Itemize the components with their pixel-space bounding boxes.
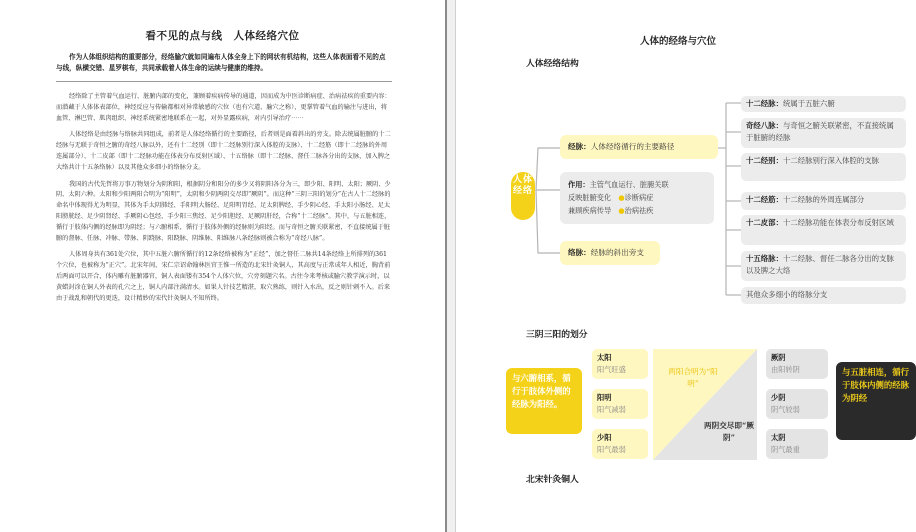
left-intro: 作为人体组织结构的重要部分，经络腧穴就如同遍布人体全身上下的网状有机结构，这些人体表面看不见的点与线，纵横交错、星罗棋布，共同承载着人体生命的运续与健康的维持。: [56, 53, 386, 72]
paragraph-3: 我国的古代先哲将万事万物划分为阴和阳，根据阴分和阳分的多少又将阴阳各分为三，即少阳、阳明、太阳；厥阴、少阴、太阴六种。太阳和少阳两阳合明为“阳明”，太阴和少阴两阴交尽即“厥阴”。而这种“三阴三阳的划分”在古人十二经脉的命名中体现得尤为明显，其体为手太阴肺经、手阳明大肠经、足阳明胃经、足太阴脾经、手少阴心经、手太阳小肠经、足太阳膀胱经、足少阴肾经、手厥阴心包经、手少阳三焦经、足少阳胆经、足厥阴肝经，合称“十二经脉”。其中，与五脏相连，循行于肢体内侧的经脉即为阴经；与六腑相系，循行于肢体外侧的经脉则为阳经。而与奇恒之腑关联紧密，不直接统属于脏腑的督脉、任脉、冲脉、带脉、阴跷脉、阳跷脉、阴维脉、阳维脉八条经脉则被合称为“奇经八脉”。: [56, 180, 391, 242]
branch-other-luomai: 其他众多细小的络脉分支: [741, 287, 906, 304]
mid-yang-text: 两阳合明为“阳明”: [668, 367, 718, 388]
node-jingmai: [560, 135, 718, 159]
yang-side-text: 与六腑相系，循行于肢体外侧的经脉为阳经。: [512, 373, 571, 409]
yin-side-box: [836, 362, 916, 440]
paragraph-4: 人体周身共有361处穴位，其中五脏六腑所循行的12条经络被称为“正经”，加之督任二脉共14条经络上所排列的361个穴位，也被称为“正穴”。北宋年间，宋仁宗诏命翰林医官王惟一所造的北宋针灸铜人，其高度与正常成年人相近，胸背前后两面可以开合，体内雕有脏腑器官，铜人表面镂有354个人体穴位，穴旁刻题穴名。古往今来考核或腧穴教学演示时，以黄蜡封涂在铜人外表的孔穴之上，铜人内部注满清水。如果人针技艺精湛，取穴熟练，则针入水出，反之则针刺不入。后来由于战乱和朝代的更迭，设计精妙的宋代针灸铜人不知所终。: [56, 251, 391, 302]
zuoyong-label: 作用：: [568, 180, 590, 189]
root-node-label: 人体经络: [512, 175, 533, 196]
paragraph-1: 经络除了主管着气血运行、脏腑内部的变化，兼顾着疾病传导的通道，因而成为中医诊断病症、治病祛疾的重要内容：而潜藏于人体体表部位，神经反应与传输都相对异常敏感的穴位（也有穴道、腧穴之称），更掌管着气血的输注与进出，将血管、淋巴管、肌肉组织、神经系统紧密地联系在一起，对外显露疾病，对内引导治疗⋯⋯: [56, 93, 391, 122]
branch-shier-jingbie: 十二经别：十二经脉别行深入体腔的支脉: [741, 153, 906, 181]
section-yin-yang: 三阴三阳的划分: [526, 330, 588, 340]
luomai-text: 经脉的斜出旁支: [590, 248, 644, 257]
yin-side-text: 与五脏相连，循行于肢体内侧的经脉为阴经: [842, 367, 909, 403]
left-page-title: 看不见的点与线 人体经络穴位: [145, 30, 300, 42]
paragraph-2: 人体经络是由经脉与络脉共同组成，前者是人体经络循行的主要路径，后者则是面着斜出的旁支。除去统属脏腑的十二经脉与无联于奇恒之腑的奇经八脉以外，还有十二经别（即十二经脉别行深入体腔的支脉）、十二经筋（即十二经脉的外周连属部分）、十二皮部（即十二经脉功能在体表分布反射区域）、十五络脉（即十二经脉、督任二脉各分出的支脉，加入脾之大络共计十五条络脉）以及其他众多细小的络脉分支。: [56, 131, 391, 171]
intro-divider: [56, 81, 392, 82]
yang-yangming: 阳明 阳气减弱: [592, 389, 648, 419]
zuoyong-item-2: 诊断病症: [624, 193, 654, 202]
branch-shier-jingmai: 十二经脉：统属于五脏六腑: [741, 96, 906, 112]
zuoyong-item-4: 治病祛疾: [624, 206, 654, 215]
yin-jueyin: 厥阴 由阳转阴: [766, 349, 828, 379]
left-page: [0, 0, 445, 532]
node-luomai: [560, 241, 660, 265]
node-zuoyong: 作用：主管气血运行、脏腑关联 反映脏腑变化 ●诊断病症 兼顾疾病传导 ●治病祛疾: [560, 172, 714, 224]
branch-shier-jingjin: 十二经筋：十二经脉的外周连属部分: [741, 192, 906, 210]
yin-taiyin: 太阴 阴气最重: [766, 429, 828, 459]
jingmai-label: 经脉：: [568, 142, 591, 151]
yang-taiyang: 太阳 阳气旺盛: [592, 349, 648, 379]
right-page-title: 人体的经络与穴位: [639, 36, 716, 47]
yin-shaoyin: 少阴 阴气较弱: [766, 389, 828, 419]
section-meridian-structure: 人体经络结构: [526, 59, 579, 69]
section-bronze-figure: 北宋针灸铜人: [526, 475, 579, 485]
luomai-label: 络脉：: [568, 248, 591, 257]
zuoyong-item-3: 兼顾疾病传导: [568, 206, 612, 215]
right-page: [456, 0, 909, 532]
zuoyong-text: 主管气血运行、脏腑关联: [589, 180, 669, 189]
page-gutter: [445, 0, 456, 532]
yang-side-box: [506, 368, 582, 434]
jingmai-text: 人体经络循行的主要路径: [590, 142, 675, 151]
branch-shiwu-luomai: 十五络脉：十二经脉、督任二脉各分出的支脉以及脾之大络: [741, 251, 906, 281]
root-node-meridians: [511, 172, 535, 220]
zuoyong-item-1: 反映脏腑变化: [568, 193, 612, 202]
branch-qijing-bamai: 奇经八脉：与奇恒之腑关联紧密，不直接统属于脏腑的经脉: [741, 118, 906, 148]
left-body: [56, 92, 392, 310]
mid-yin-text: 两阴交尽即“厥阴”: [704, 421, 754, 442]
branch-shier-pibu: 十二皮部：十二经脉功能在体表分布反射区域: [741, 215, 906, 245]
yang-shaoyang: 少阳 阳气最弱: [592, 429, 648, 459]
